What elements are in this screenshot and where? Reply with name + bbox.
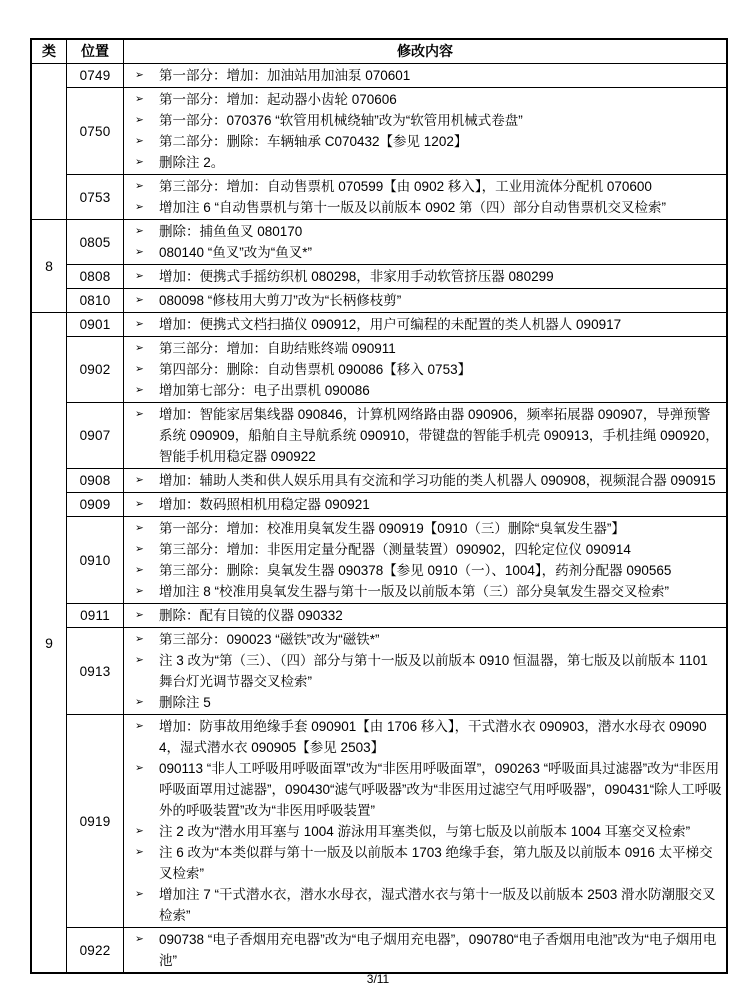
- content-cell: [124, 337, 728, 403]
- arrow-bullet-icon: ➢: [135, 564, 144, 576]
- table-row: [31, 88, 727, 175]
- modification-text: 090113 “非人工呼吸用呼吸面罩”改为“非医用呼吸面罩”，090263 “呼吸面具过滤器”改为“非医用呼吸面罩用过滤器”，090430“滤气呼吸器”改为“非医用过滤空气用呼吸器”，090431“除人工呼吸外的呼吸装置”改为“非医用呼吸装置”: [159, 761, 722, 818]
- modification-text: 注 3 改为“第（三）、（四）部分与第十一版及以前版本 0910 恒温器，第七版及以前版本 1101 舞台灯光调节器交叉检索”: [159, 653, 708, 689]
- modification-item: [124, 380, 722, 401]
- position-cell: 0910: [67, 517, 124, 604]
- modification-text: 第三部分：删除：臭氧发生器 090378【参见 0910（一）、1004】，药剂分配器 090565: [159, 563, 672, 578]
- content-cell: [124, 88, 728, 175]
- arrow-bullet-icon: ➢: [135, 114, 144, 126]
- modification-text: 增加第七部分：电子出票机 090086: [159, 383, 370, 398]
- modification-text: 删除注 2。: [159, 155, 225, 170]
- modification-text: 080098 “修枝用大剪刀”改为“长柄修枝剪”: [159, 293, 402, 308]
- arrow-bullet-icon: ➢: [135, 246, 144, 258]
- arrow-bullet-icon: ➢: [135, 342, 144, 354]
- modification-item: [124, 110, 722, 131]
- modification-text: 第二部分：删除：车辆轴承 C070432【参见 1202】: [159, 134, 468, 149]
- arrow-bullet-icon: ➢: [135, 696, 144, 708]
- arrow-bullet-icon: ➢: [135, 498, 144, 510]
- modification-item: [124, 518, 722, 539]
- position-cell: 0901: [67, 313, 124, 337]
- content-cell: [124, 715, 728, 928]
- modification-text: 增加：防事故用绝缘手套 090901【由 1706 移入】，干式潜水衣 090903，潜水水母衣 090904，湿式潜水衣 090905【参见 2503】: [159, 719, 707, 755]
- position-cell: 0902: [67, 337, 124, 403]
- modification-item: [124, 65, 722, 86]
- arrow-bullet-icon: ➢: [135, 762, 144, 774]
- position-cell: 0913: [67, 628, 124, 715]
- modification-item: [124, 494, 722, 515]
- table-row: [31, 265, 727, 289]
- modification-item: [124, 404, 722, 467]
- arrow-bullet-icon: ➢: [135, 363, 144, 375]
- modification-text: 第四部分：删除：自动售票机 090086【移入 0753】: [159, 362, 472, 377]
- arrow-bullet-icon: ➢: [135, 225, 144, 237]
- arrow-bullet-icon: ➢: [135, 609, 144, 621]
- content-cell: [124, 289, 728, 313]
- modification-item: [124, 929, 722, 971]
- modification-text: 第一部分：增加：加油站用加油泵 070601: [159, 68, 411, 83]
- table-row: [31, 928, 727, 974]
- content-cell: [124, 175, 728, 220]
- arrow-bullet-icon: ➢: [135, 318, 144, 330]
- modification-item: [124, 290, 722, 311]
- arrow-bullet-icon: ➢: [135, 633, 144, 645]
- modification-text: 增加：智能家居集线器 090846，计算机网络路由器 090906，频率拓展器 090907，导弹预警系统 090909，船舶自主导航系统 090910，带键盘的智能手机壳 090913，手机挂绳 090920，智能手机用稳定器 090922: [159, 407, 719, 464]
- modification-text: 增加：数码照相机用稳定器 090921: [159, 497, 370, 512]
- class-cell: 8: [31, 220, 67, 313]
- arrow-bullet-icon: ➢: [135, 654, 144, 666]
- modification-text: 增加：便携式手摇纺织机 080298，非家用手动软管挤压器 080299: [159, 269, 554, 284]
- modification-table: [30, 38, 728, 974]
- modification-item: [124, 176, 722, 197]
- table-row: [31, 220, 727, 265]
- modification-text: 增加注 8 “校准用臭氧发生器与第十一版及以前版本第（三）部分臭氧发生器交叉检索”: [159, 584, 669, 599]
- modification-item: [124, 605, 722, 626]
- modification-item: [124, 758, 722, 821]
- position-cell: 0922: [67, 928, 124, 974]
- arrow-bullet-icon: ➢: [135, 69, 144, 81]
- position-cell: 0810: [67, 289, 124, 313]
- modification-text: 090738 “电子香烟用充电器”改为“电子烟用充电器”，090780“电子香烟用电池”改为“电子烟用电池”: [159, 932, 717, 968]
- arrow-bullet-icon: ➢: [135, 846, 144, 858]
- table-row: [31, 469, 727, 493]
- table-row: [31, 175, 727, 220]
- class-cell: 9: [31, 313, 67, 974]
- modification-text: 增加注 6 “自动售票机与第十一版及以前版本 0902 第（四）部分自动售票机交叉检索”: [159, 200, 667, 215]
- content-cell: [124, 313, 728, 337]
- position-cell: 0808: [67, 265, 124, 289]
- modification-text: 第一部分：070376 “软管用机械绕轴”改为“软管用机械式卷盘”: [159, 113, 523, 128]
- modification-item: [124, 560, 722, 581]
- modification-text: 第一部分：增加：起动器小齿轮 070606: [159, 92, 397, 107]
- modification-item: [124, 581, 722, 602]
- modification-text: 删除：捕鱼鱼叉 080170: [159, 224, 303, 239]
- position-cell: 0753: [67, 175, 124, 220]
- modification-item: [124, 692, 722, 713]
- modification-item: [124, 152, 722, 173]
- content-cell: [124, 628, 728, 715]
- table-body: [31, 64, 727, 974]
- modification-item: [124, 884, 722, 926]
- position-cell: 0750: [67, 88, 124, 175]
- table-row: [31, 337, 727, 403]
- table-row: [31, 403, 727, 469]
- modification-item: [124, 242, 722, 263]
- modification-item: [124, 470, 722, 491]
- modification-text: 删除：配有目镜的仪器 090332: [159, 608, 343, 623]
- table-row: [31, 313, 727, 337]
- table-row: [31, 604, 727, 628]
- modification-item: [124, 89, 722, 110]
- content-cell: [124, 928, 728, 974]
- modification-item: [124, 131, 722, 152]
- content-cell: [124, 220, 728, 265]
- content-cell: [124, 517, 728, 604]
- table-row: [31, 289, 727, 313]
- modification-item: [124, 221, 722, 242]
- modification-text: 第三部分：增加：自助结账终端 090911: [159, 341, 396, 356]
- content-cell: [124, 493, 728, 517]
- modification-text: 第三部分：090023 “磁铁”改为“磁铁*”: [159, 632, 380, 647]
- content-cell: [124, 403, 728, 469]
- arrow-bullet-icon: ➢: [135, 384, 144, 396]
- modification-item: [124, 338, 722, 359]
- modification-text: 注 6 改为“本类似群与第十一版及以前版本 1703 绝缘手套，第九版及以前版本 0916 太平梯交叉检索”: [159, 845, 713, 881]
- arrow-bullet-icon: ➢: [135, 408, 144, 420]
- position-cell: 0909: [67, 493, 124, 517]
- table-row: [31, 64, 727, 88]
- position-cell: 0907: [67, 403, 124, 469]
- content-cell: [124, 604, 728, 628]
- modification-text: 增加注 7 “干式潜水衣，潜水水母衣，湿式潜水衣与第十一版及以前版本 2503 滑水防潮服交叉检索”: [159, 887, 716, 923]
- table-row: [31, 493, 727, 517]
- modification-item: [124, 539, 722, 560]
- arrow-bullet-icon: ➢: [135, 474, 144, 486]
- modification-text: 增加：便携式文档扫描仪 090912，用户可编程的未配置的类人机器人 090917: [159, 317, 622, 332]
- arrow-bullet-icon: ➢: [135, 825, 144, 837]
- arrow-bullet-icon: ➢: [135, 585, 144, 597]
- position-cell: 0919: [67, 715, 124, 928]
- header-position: 位置: [67, 39, 124, 64]
- table-row: [31, 715, 727, 928]
- modification-text: 第三部分：增加：自动售票机 070599【由 0902 移入】，工业用流体分配机 070600: [159, 179, 652, 194]
- arrow-bullet-icon: ➢: [135, 522, 144, 534]
- modification-text: 删除注 5: [159, 695, 211, 710]
- modification-text: 注 2 改为“潜水用耳塞与 1004 游泳用耳塞类似，与第七版及以前版本 1004 耳塞交叉检索”: [159, 824, 691, 839]
- arrow-bullet-icon: ➢: [135, 270, 144, 282]
- position-cell: 0911: [67, 604, 124, 628]
- table-row: [31, 517, 727, 604]
- arrow-bullet-icon: ➢: [135, 543, 144, 555]
- arrow-bullet-icon: ➢: [135, 135, 144, 147]
- position-cell: 0805: [67, 220, 124, 265]
- arrow-bullet-icon: ➢: [135, 888, 144, 900]
- modification-item: [124, 629, 722, 650]
- modification-item: [124, 197, 722, 218]
- arrow-bullet-icon: ➢: [135, 180, 144, 192]
- arrow-bullet-icon: ➢: [135, 201, 144, 213]
- modification-item: [124, 842, 722, 884]
- modification-item: [124, 716, 722, 758]
- header-class: 类: [31, 39, 67, 64]
- modification-text: 增加：辅助人类和供人娱乐用具有交流和学习功能的类人机器人 090908，视频混合器 090915: [159, 473, 716, 488]
- modification-item: [124, 650, 722, 692]
- page-number: 3/11: [366, 972, 390, 986]
- table-row: [31, 628, 727, 715]
- modification-text: 第三部分：增加：非医用定量分配器（测量装置）090902，四轮定位仪 090914: [159, 542, 631, 557]
- content-cell: [124, 469, 728, 493]
- modification-item: [124, 266, 722, 287]
- position-cell: 0749: [67, 64, 124, 88]
- modification-item: [124, 359, 722, 380]
- arrow-bullet-icon: ➢: [135, 294, 144, 306]
- modification-item: [124, 821, 722, 842]
- arrow-bullet-icon: ➢: [135, 156, 144, 168]
- class-cell: [31, 64, 67, 220]
- table-header-row: [31, 39, 727, 64]
- modification-item: [124, 314, 722, 335]
- modification-text: 第一部分：增加：校准用臭氧发生器 090919【0910（三）删除“臭氧发生器”】: [159, 521, 625, 536]
- arrow-bullet-icon: ➢: [135, 933, 144, 945]
- arrow-bullet-icon: ➢: [135, 720, 144, 732]
- content-cell: [124, 64, 728, 88]
- position-cell: 0908: [67, 469, 124, 493]
- content-cell: [124, 265, 728, 289]
- modification-text: 080140 “鱼叉”改为“鱼叉*”: [159, 245, 313, 260]
- arrow-bullet-icon: ➢: [135, 93, 144, 105]
- header-content: 修改内容: [124, 39, 728, 64]
